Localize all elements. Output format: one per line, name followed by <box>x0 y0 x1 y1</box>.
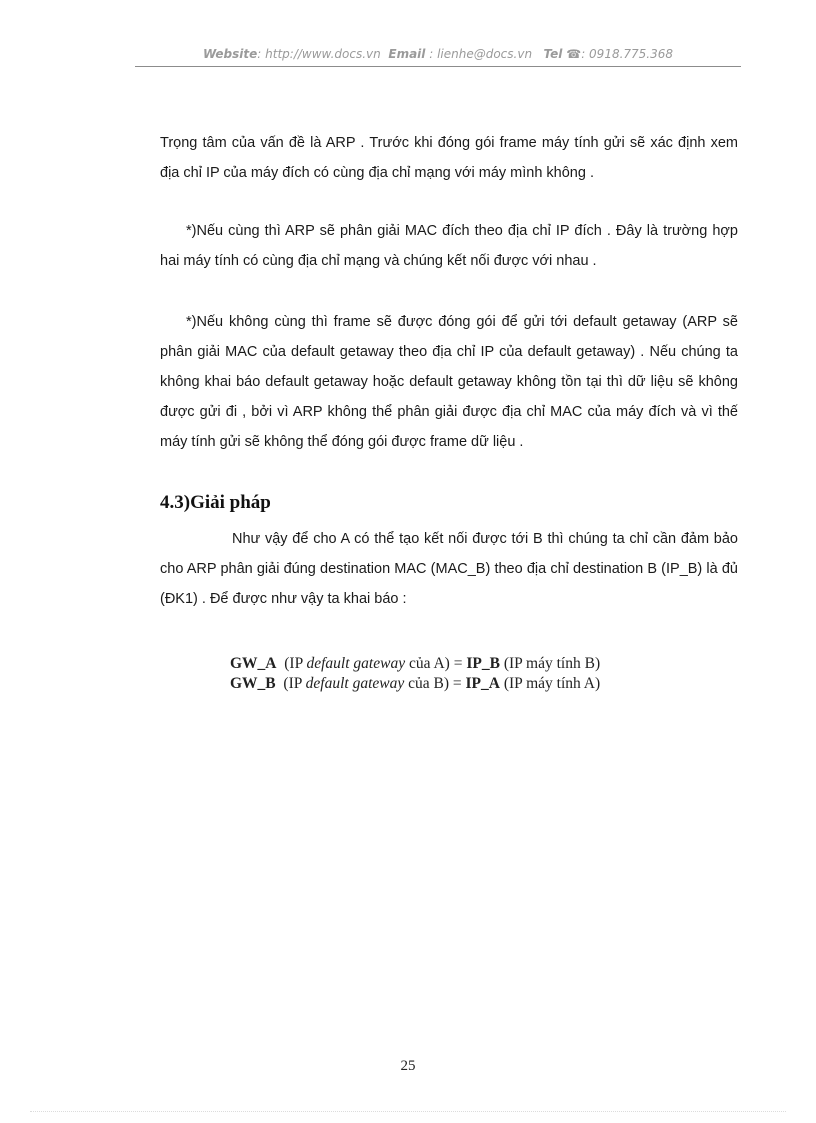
page-header <box>135 47 741 61</box>
formula-italic: default gateway <box>306 655 406 672</box>
paragraph-different-network: *)Nếu không cùng thì frame sẽ được đóng gói để gửi tới default getaway (ARP sẽ phân giải MAC của default getaway theo địa chỉ IP của default getaway) . Nếu chúng ta không khai báo default getaway hoặc default getaway không tồn tại thì dữ liệu sẽ không được gửi đi , bởi vì ARP không thể phân giải được địa chỉ MAC của máy đích và vì thế máy tính gửi sẽ không thể đóng gói được frame dữ liệu . <box>160 314 738 450</box>
section-heading: 4.3)Giải pháp <box>160 492 271 513</box>
telephone-icon: ☎ <box>566 47 582 61</box>
formula-open: (IP <box>284 655 307 672</box>
email-value: : lienhe@docs.vn <box>425 47 533 61</box>
paragraph-same-network: *)Nếu cùng thì ARP sẽ phân giải MAC đích theo địa chỉ IP đích . Đây là trường hợp hai máy tính có cùng địa chỉ mạng và chúng kết nối được với nhau . <box>160 223 738 269</box>
formula-lhs: GW_B <box>230 675 276 692</box>
page-number: 25 <box>400 1058 416 1074</box>
header-divider <box>135 66 741 67</box>
formula-note: (IP máy tính A) <box>499 675 601 692</box>
email-label: Email <box>388 47 426 61</box>
paragraph-solution: Như vậy để cho A có thể tạo kết nối được tới B thì chúng ta chỉ cần đảm bảo cho ARP phân giải đúng destination MAC (MAC_B) theo địa chỉ destination B (IP_B) là đủ (ĐK1) . Để được như vậy ta khai báo : <box>160 531 738 607</box>
formula-open: (IP <box>283 675 306 692</box>
formula-italic: default gateway <box>305 675 405 692</box>
formula-close: của B) = <box>404 675 466 692</box>
formula-rhs: IP_B <box>466 655 500 672</box>
tel-label: Tel <box>543 47 563 61</box>
formula-rhs: IP_A <box>465 675 500 692</box>
formula-note: (IP máy tính B) <box>499 655 601 672</box>
website-label: Website <box>202 47 258 61</box>
tel-value: : 0918.775.368 <box>581 47 674 61</box>
page-bottom-border <box>30 1111 786 1112</box>
formula-line-gw-b <box>230 674 600 694</box>
paragraph-arp-focus: Trọng tâm của vấn đề là ARP . Trước khi đóng gói frame máy tính gửi sẽ xác định xem địa chỉ IP của máy đích có cùng địa chỉ mạng với máy mình không . <box>160 135 738 181</box>
website-value: : http://www.docs.vn <box>257 47 381 61</box>
formula-lhs: GW_A <box>230 655 277 672</box>
formula-line-gw-a <box>230 654 600 674</box>
formula-close: của A) = <box>405 655 467 672</box>
